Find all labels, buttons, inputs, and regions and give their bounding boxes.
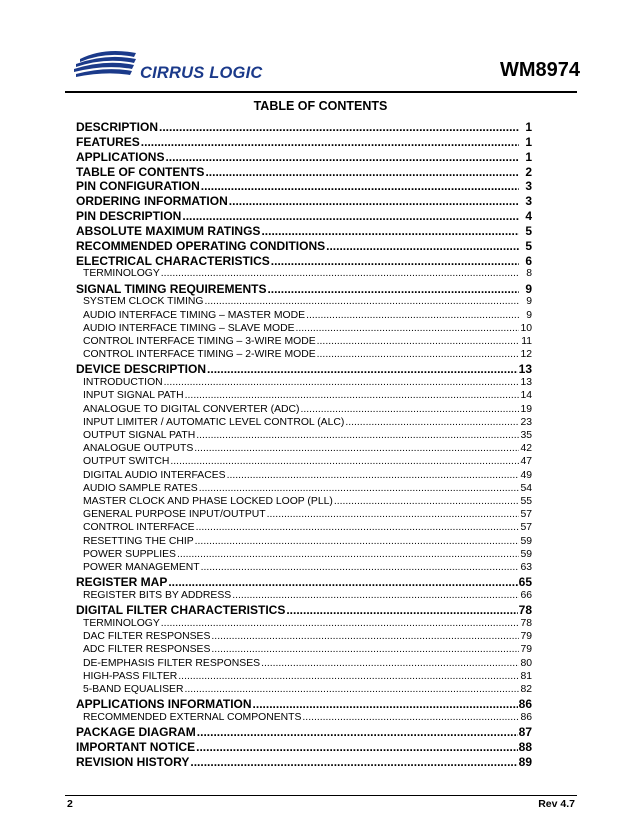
toc-subentry[interactable] [76,268,532,281]
toc-page-number: 6 [525,253,532,268]
toc-entry-title: FEATURES [76,134,140,149]
toc-subentry[interactable] [76,377,532,390]
toc-dot-leader [271,254,519,268]
toc-page-number: 57 [520,509,532,521]
toc-entry-title: ELECTRICAL CHARACTERISTICS [76,253,270,268]
toc-page-number: 2 [525,164,532,179]
toc-page-number: 55 [520,495,532,507]
toc-entry[interactable] [76,254,532,269]
toc-entry-title: CONTROL INTERFACE TIMING – 2-WIRE MODE [83,349,316,361]
toc-dot-leader [168,575,517,589]
toc-page-number: 79 [520,644,532,656]
toc-page-number: 10 [520,322,532,334]
toc-entry-title: ANALOGUE TO DIGITAL CONVERTER (ADC) [83,403,300,415]
toc-entry-title: ABSOLUTE MAXIMUM RATINGS [76,223,261,238]
toc-dot-leader [141,135,519,149]
toc-subentry[interactable] [76,443,532,456]
toc-page-number: 63 [520,561,532,573]
toc-entry[interactable] [76,239,532,254]
toc-dot-leader [229,194,519,208]
toc-subentry[interactable] [76,522,532,535]
toc-entry-title: PIN DESCRIPTION [76,209,182,224]
toc-entry-title: INPUT SIGNAL PATH [83,390,184,402]
toc-entry[interactable] [76,209,532,224]
toc-entry-title: TABLE OF CONTENTS [76,164,205,179]
toc-subentry[interactable] [76,549,532,562]
toc-entry-title: ADC FILTER RESPONSES [83,644,211,656]
toc-page-number: 3 [525,179,532,194]
toc-entry-title: RESETTING THE CHIP [83,535,194,547]
toc-dot-leader [201,562,519,573]
toc-dot-leader [205,165,519,179]
toc-entry[interactable] [76,755,532,770]
toc-entry[interactable] [76,165,532,180]
toc-subentry[interactable] [76,390,532,403]
toc-page-number: 88 [518,739,532,754]
toc-entry-title: CONTROL INTERFACE [83,522,195,534]
toc-entry[interactable] [76,362,532,377]
toc-entry-title: AUDIO INTERFACE TIMING – SLAVE MODE [83,322,295,334]
toc-page-number: 13 [520,377,532,389]
toc-entry-title: SYSTEM CLOCK TIMING [83,296,204,308]
toc-subentry[interactable] [76,658,532,671]
toc-entry-title: CONTROL INTERFACE TIMING – 3-WIRE MODE [83,336,316,348]
toc-page-number: 80 [520,657,532,669]
toc-dot-leader [302,712,519,723]
toc-dot-leader [199,483,519,494]
toc-entry-title: SIGNAL TIMING REQUIREMENTS [76,281,267,296]
part-number: WM8974 [499,59,580,81]
toc-dot-leader [165,150,519,164]
toc-entry-title: DIGITAL AUDIO INTERFACES [83,469,226,481]
toc-page-number: 12 [520,349,532,361]
header-rule [65,91,577,93]
toc-page-number: 1 [525,134,532,149]
toc-entry[interactable] [76,150,532,165]
toc-subentry[interactable] [76,430,532,443]
toc-dot-leader [177,549,519,560]
toc-entry[interactable] [76,194,532,209]
toc-dot-leader [227,470,519,481]
toc-subentry[interactable] [76,509,532,522]
toc-entry-title: TERMINOLOGY [83,617,160,629]
toc-entry-title: ANALOGUE OUTPUTS [83,443,194,455]
toc-page-number: 14 [520,390,532,402]
toc-page-number: 9 [525,281,532,296]
toc-page-number: 47 [520,456,532,468]
toc-page-number: 35 [520,430,532,441]
toc-dot-leader [194,443,519,454]
toc-entry-title: POWER MANAGEMENT [83,561,200,573]
toc-subentry[interactable] [76,456,532,469]
toc-page-number: 9 [526,309,532,321]
toc-entry-title: DIGITAL FILTER CHARACTERISTICS [76,603,286,618]
toc-page-number: 87 [518,725,532,740]
toc-page-number: 78 [520,617,532,629]
page-number: 2 [67,798,73,810]
toc-entry-title: REGISTER BITS BY ADDRESS [83,589,232,601]
toc-title: TABLE OF CONTENTS [253,99,388,113]
toc-dot-leader [164,377,519,388]
toc-dot-leader [306,310,519,321]
toc-page-number: 42 [520,443,532,455]
toc-entry-title: INTRODUCTION [83,377,163,389]
toc-page-number: 86 [520,711,532,723]
toc-page-number: 59 [520,548,532,560]
toc-subentry[interactable] [76,296,532,309]
toc-page-number: 1 [525,149,532,164]
toc-subentry[interactable] [76,684,532,697]
toc-page-number: 1 [525,120,532,134]
toc-dot-leader [196,522,519,533]
toc-entry-title: APPLICATIONS INFORMATION [76,697,252,712]
toc-entry[interactable] [76,603,532,618]
toc-page-number: 8 [526,268,532,280]
toc-dot-leader [196,740,518,754]
toc-dot-leader [317,336,519,347]
toc-entry-title: IMPORTANT NOTICE [76,739,196,754]
toc-subentry[interactable] [76,536,532,549]
toc-entry-title: DEVICE DESCRIPTION [76,362,207,377]
toc-entry-title: AUDIO INTERFACE TIMING – MASTER MODE [83,309,306,321]
toc-entry-title: OUTPUT SWITCH [83,456,170,468]
toc-entry-title: REVISION HISTORY [76,754,190,769]
toc-dot-leader [301,404,519,415]
toc-entry-title: RECOMMENDED EXTERNAL COMPONENTS [83,711,302,723]
toc-entry[interactable] [76,135,532,150]
toc-dot-leader [182,209,519,223]
toc-dot-leader [161,618,519,629]
toc-page-number: 81 [520,670,532,682]
toc-entry-title: HIGH-PASS FILTER [83,670,178,682]
toc-dot-leader [197,725,518,739]
toc-entry[interactable] [76,740,532,755]
toc-page-number: 13 [518,362,532,377]
toc-page-number: 5 [525,238,532,253]
toc-dot-leader [196,430,519,441]
toc-subentry[interactable] [76,496,532,509]
revision-label: Rev 4.7 [538,798,575,810]
toc-entry-title: INPUT LIMITER / AUTOMATIC LEVEL CONTROL (ALC) [83,416,345,428]
toc-entry-title: DE-EMPHASIS FILTER RESPONSES [83,657,261,669]
toc-dot-leader [267,509,519,520]
toc-subentry[interactable] [76,336,532,349]
toc-subentry[interactable] [76,671,532,684]
toc-page-number: 57 [520,522,532,534]
toc-subentry[interactable] [76,644,532,657]
toc-dot-leader [178,671,519,682]
footer-rule [65,795,577,796]
toc-dot-leader [211,644,519,655]
toc-subentry[interactable] [76,562,532,575]
toc-page-number: 9 [526,296,532,308]
toc-page-number: 86 [518,697,532,712]
toc-entry[interactable] [76,575,532,590]
toc-entry[interactable] [76,120,532,135]
toc-dot-leader [345,417,519,428]
toc-page-number: 82 [520,683,532,695]
toc-entry[interactable] [76,725,532,740]
toc-page-number: 5 [525,223,532,238]
toc-page-number: 78 [518,603,532,618]
toc-dot-leader [185,390,519,401]
toc-page-number: 59 [520,535,532,547]
toc-dot-leader [201,179,519,193]
toc-entry[interactable] [76,282,532,297]
toc-dot-leader [261,224,519,238]
toc-dot-leader [195,536,519,547]
toc-dot-leader [326,239,519,253]
toc-entry-title: MASTER CLOCK AND PHASE LOCKED LOOP (PLL) [83,495,333,507]
toc-entry-title: RECOMMENDED OPERATING CONDITIONS [76,238,326,253]
toc-entry-title: OUTPUT SIGNAL PATH [83,430,196,441]
toc-entry-title: POWER SUPPLIES [83,548,176,560]
toc-subentry[interactable] [76,417,532,430]
toc-entry-title: ORDERING INFORMATION [76,194,228,209]
toc-dot-leader [267,282,519,296]
toc-page-number: 23 [520,416,532,428]
toc-entry-title: AUDIO SAMPLE RATES [83,482,198,494]
toc-entry-title: TERMINOLOGY [83,268,160,280]
toc-page-number: 19 [520,403,532,415]
toc-dot-leader [190,755,517,769]
toc-dot-leader [170,456,519,467]
toc-subentry[interactable] [76,404,532,417]
toc-dot-leader [159,120,519,134]
toc-dot-leader [184,684,519,695]
toc-dot-leader [204,296,519,307]
toc-page-number: 89 [518,754,532,769]
toc-dot-leader [207,362,518,376]
toc-entry-title: PACKAGE DIAGRAM [76,725,196,740]
toc-dot-leader [296,323,519,334]
toc-dot-leader [253,697,518,711]
toc-entry[interactable] [76,224,532,239]
toc-dot-leader [161,268,519,279]
toc-page-number: 49 [520,469,532,481]
toc-dot-leader [261,658,519,669]
toc-subentry[interactable] [76,631,532,644]
toc-page-number: 65 [518,575,532,590]
table-of-contents [76,120,532,770]
toc-subentry[interactable] [76,310,532,323]
toc-dot-leader [317,349,519,360]
toc-page-number: 66 [520,589,532,601]
toc-subentry[interactable] [76,590,532,603]
toc-dot-leader [211,631,519,642]
brand-name: CIRRUS LOGIC [140,64,263,82]
toc-entry-title: PIN CONFIGURATION [76,179,200,194]
toc-entry[interactable] [76,697,532,712]
toc-entry-title: REGISTER MAP [76,575,168,590]
toc-subentry[interactable] [76,349,532,362]
toc-subentry[interactable] [76,323,532,336]
toc-subentry[interactable] [76,470,532,483]
toc-entry-title: APPLICATIONS [76,149,165,164]
toc-entry-title: GENERAL PURPOSE INPUT/OUTPUT [83,509,266,521]
toc-page-number: 79 [520,631,532,643]
toc-subentry[interactable] [76,712,532,725]
toc-dot-leader [232,590,519,601]
toc-page-number: 3 [525,194,532,209]
toc-entry-title: DESCRIPTION [76,120,159,134]
toc-subentry[interactable] [76,618,532,631]
toc-entry-title: 5-BAND EQUALISER [83,683,184,695]
toc-dot-leader [286,603,517,617]
toc-entry-title: DAC FILTER RESPONSES [83,631,211,643]
toc-page-number: 54 [520,482,532,494]
toc-entry[interactable] [76,179,532,194]
toc-page-number: 11 [521,336,532,348]
toc-dot-leader [334,496,519,507]
toc-subentry[interactable] [76,483,532,496]
toc-page-number: 4 [525,209,532,224]
